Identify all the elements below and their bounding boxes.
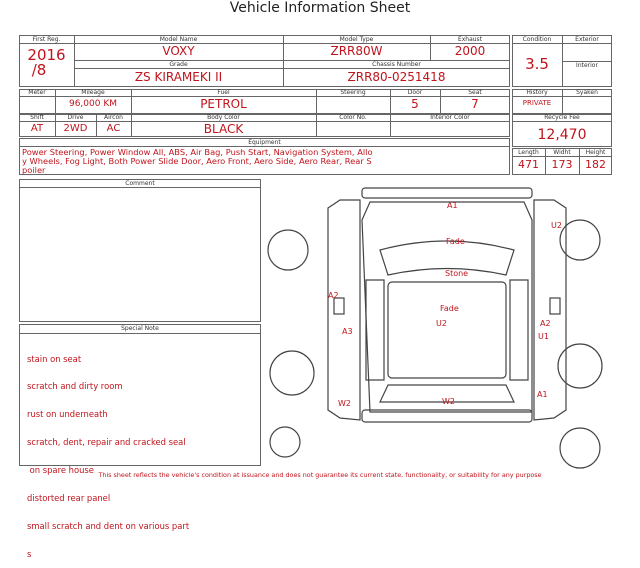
damage-mark: W2 bbox=[338, 399, 351, 408]
right-inner-panel bbox=[510, 280, 528, 380]
equipment-line: y Wheels, Fog Light, Both Power Slide Door, Aero Front, Aero Side, Aero Rear, Rear S bbox=[22, 156, 372, 166]
spare-wheel-left bbox=[270, 427, 300, 457]
damage-mark: A2 bbox=[540, 319, 551, 328]
length-value: 471 bbox=[518, 158, 539, 171]
model-type-value: ZRR80W bbox=[330, 44, 383, 58]
exhaust-value: 2000 bbox=[454, 44, 486, 58]
fuel-value: PETROL bbox=[200, 97, 247, 111]
left-inner-panel bbox=[366, 280, 384, 380]
aircon-label: Aircon bbox=[104, 114, 123, 121]
body-color-label: Body Color bbox=[207, 114, 240, 121]
wheel-front-left bbox=[268, 230, 308, 270]
model-name-value: VOXY bbox=[162, 44, 195, 58]
special-note-line: scratch and dirty room bbox=[27, 381, 123, 392]
special-note-line: rust on underneath bbox=[27, 409, 108, 420]
width-label: Widht bbox=[553, 149, 571, 156]
history-label: History bbox=[526, 89, 548, 96]
grade-value: ZS KIRAMEKI II bbox=[134, 70, 223, 84]
special-note-line: stain on seat bbox=[27, 353, 82, 364]
damage-mark: Stone bbox=[445, 269, 469, 278]
special-note-line: s bbox=[27, 548, 32, 559]
damage-mark: A3 bbox=[342, 327, 353, 336]
width-value: 173 bbox=[551, 158, 573, 171]
footer-disclaimer: This sheet reflects the vehicle's condition at issuance and does not guarantee its current state, functionality, or suitability for any purpose bbox=[98, 471, 542, 479]
grade-label: Grade bbox=[169, 61, 188, 68]
special-note-line: distorted rear panel bbox=[27, 493, 111, 504]
damage-mark: U2 bbox=[436, 319, 447, 328]
interior-label: Interior bbox=[576, 62, 598, 69]
equipment-line: poiler bbox=[22, 165, 46, 175]
damage-mark: W2 bbox=[442, 397, 455, 406]
exterior-label: Exterior bbox=[575, 36, 599, 43]
syaken-label: Syaken bbox=[576, 89, 598, 96]
drive-value: 2WD bbox=[63, 123, 88, 134]
history-value: PRIVATE bbox=[522, 99, 552, 107]
roof bbox=[388, 282, 506, 378]
right-mirror bbox=[550, 298, 560, 314]
damage-mark: A1 bbox=[537, 390, 548, 399]
color-no-label: Color No. bbox=[339, 114, 367, 121]
meter-label: Meter bbox=[28, 89, 46, 96]
first-reg-label: First Reg. bbox=[32, 36, 61, 43]
chassis-label: Chassis Number bbox=[372, 61, 421, 68]
seat-value: 7 bbox=[471, 97, 479, 111]
fuel-label: Fuel bbox=[217, 89, 230, 96]
equipment-list bbox=[22, 148, 373, 175]
damage-mark: U2 bbox=[551, 221, 562, 230]
special-note-line: on spare house bbox=[27, 465, 94, 476]
condition-value: 3.5 bbox=[525, 55, 549, 73]
damage-mark: A2 bbox=[328, 291, 339, 300]
aircon-value: AC bbox=[106, 123, 121, 134]
first-reg-year: 2016 bbox=[27, 46, 66, 64]
seat-label: Seat bbox=[468, 89, 482, 96]
condition-label: Condition bbox=[522, 36, 552, 43]
model-type-label: Model Type bbox=[339, 36, 374, 43]
comment-label: Comment bbox=[125, 180, 155, 187]
interior-color-label: Interior Color bbox=[430, 114, 470, 121]
special-note-list bbox=[27, 336, 189, 568]
left-mirror bbox=[334, 298, 344, 314]
steering-label: Steering bbox=[340, 89, 366, 96]
exhaust-label: Exhaust bbox=[457, 36, 483, 43]
length-label: Length bbox=[518, 149, 539, 156]
wheel-rear-right bbox=[558, 344, 602, 388]
equipment-line: Power Steering, Power Window All, ABS, Air Bag, Push Start, Navigation System, Allo bbox=[22, 147, 373, 157]
body-color-value: BLACK bbox=[203, 122, 244, 136]
door-value: 5 bbox=[411, 97, 419, 111]
chassis-value: ZRR80-0251418 bbox=[347, 70, 446, 84]
damage-mark: A1 bbox=[447, 201, 458, 210]
drive-label: Drive bbox=[67, 114, 84, 121]
wheel-rear-left bbox=[270, 351, 314, 395]
special-note-line: scratch, dent, repair and cracked seal bbox=[27, 437, 186, 448]
shift-value: AT bbox=[30, 123, 44, 134]
damage-mark: Fade bbox=[446, 237, 465, 246]
damage-mark: U1 bbox=[538, 332, 549, 341]
recycle-fee-value: 12,470 bbox=[537, 127, 587, 143]
special-note-line: small scratch and dent on various part bbox=[27, 520, 190, 531]
first-reg-month: /8 bbox=[31, 61, 47, 79]
door-label: Door bbox=[407, 89, 423, 96]
shift-label: Shift bbox=[30, 114, 44, 121]
equipment-label: Equipment bbox=[248, 139, 281, 146]
height-label: Height bbox=[585, 149, 606, 156]
special-note-label: Special Note bbox=[121, 325, 159, 332]
spare-wheel-right bbox=[560, 428, 600, 468]
comment-box bbox=[19, 179, 261, 322]
page-title: Vehicle Information Sheet bbox=[229, 0, 411, 16]
model-name-label: Model Name bbox=[159, 36, 198, 43]
damage-mark: Fade bbox=[440, 304, 459, 313]
height-value: 182 bbox=[585, 158, 606, 171]
mileage-label: Mileage bbox=[81, 89, 105, 96]
recycle-fee-label: Recycle Fee bbox=[544, 114, 580, 121]
front-bumper bbox=[362, 188, 532, 198]
mileage-value: 96,000 KM bbox=[68, 99, 118, 109]
